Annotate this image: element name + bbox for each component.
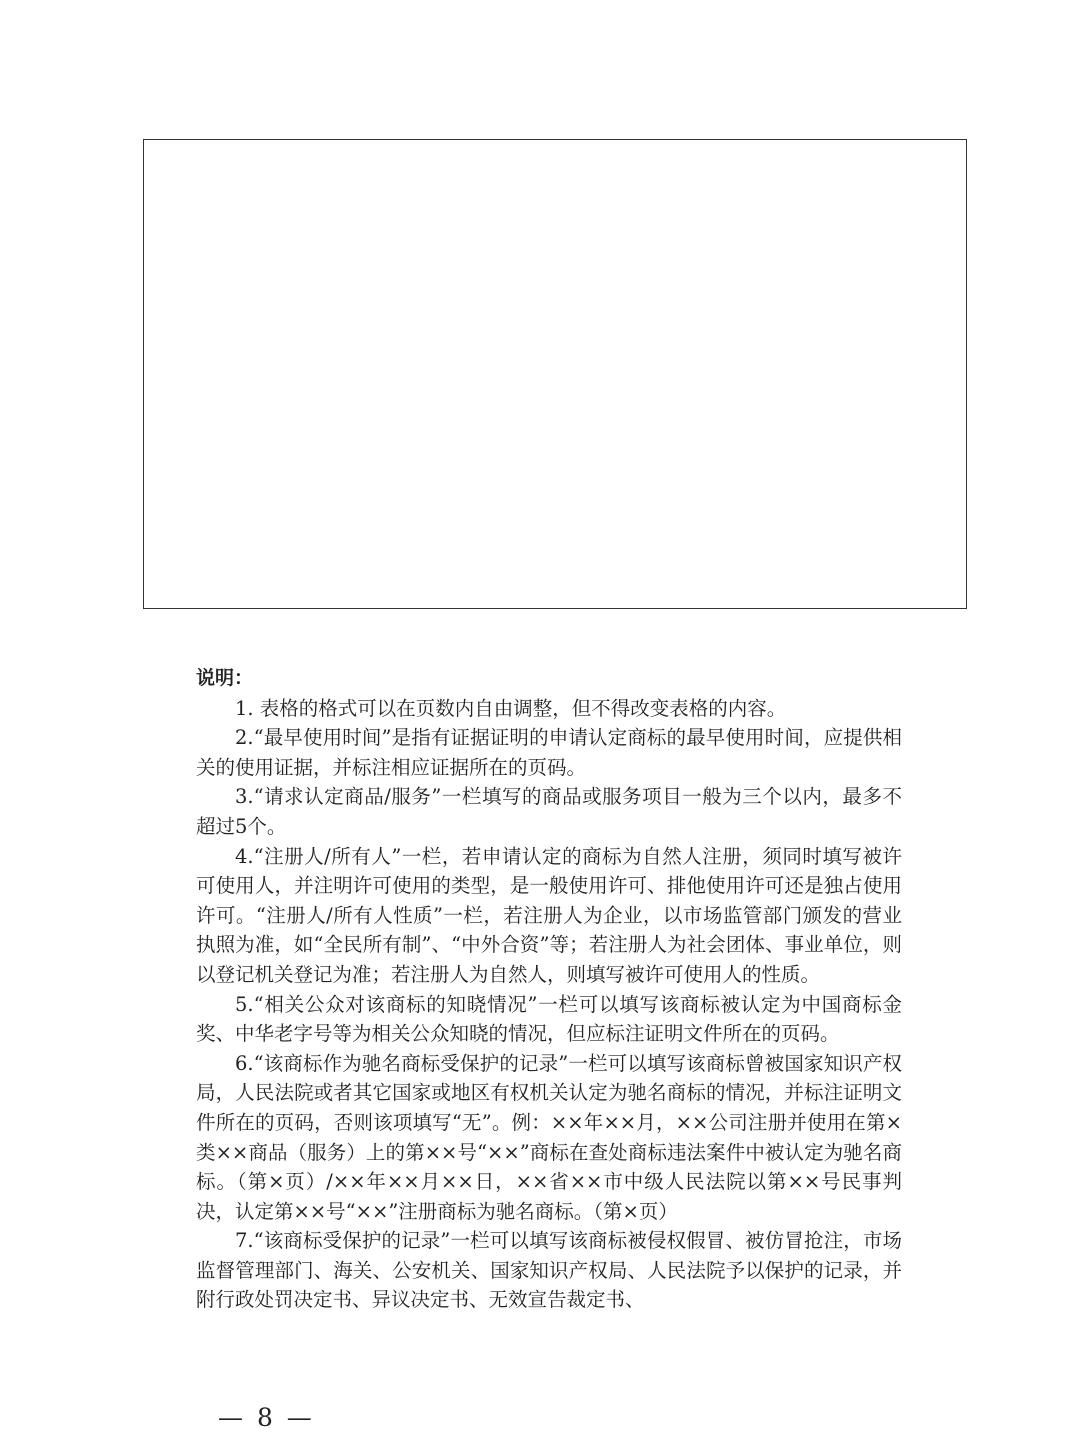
notes-title: 说明： [196, 667, 254, 689]
empty-table-box [143, 139, 967, 609]
note-item-7: 7.“该商标受保护的记录”一栏可以填写该商标被侵权假冒、被仿冒抢注，市场监督管理部门、海关、公安机关、国家知识产权局、人民法院予以保护的记录，并附行政处罚决定书、异议决定书、无效宣告裁定书、 [196, 1229, 902, 1312]
note-item-5: 5.“相关公众对该商标的知晓情况”一栏可以填写该商标被认定为中国商标金奖、中华老字号等为相关公众知晓的情况，但应标注证明文件所在的页码。 [196, 992, 902, 1046]
note-item-1: 1. 表格的格式可以在页数内自由调整，但不得改变表格的内容。 [235, 696, 787, 720]
note-item-4: 4.“注册人/所有人”一栏，若申请认定的商标为自然人注册，须同时填写被许可使用人，并注明许可使用的类型，是一般使用许可、排他使用许可还是独占使用许可。“注册人/所有人性质”一栏，若注册人为企业，以市场监管部门颁发的营业执照为准，如“全民所有制”、“中外合资”等；若注册人为社会团体、事业单位，则以登记机关登记为准；若注册人为自然人，则填写被许可使用人的性质。 [196, 844, 902, 986]
notes-section [196, 664, 902, 1315]
page-number: — 8 — [218, 1403, 315, 1432]
note-item-2: 2.“最早使用时间”是指有证据证明的申请认定商标的最早使用时间，应提供相关的使用证据，并标注相应证据所在的页码。 [196, 726, 902, 779]
note-item-3: 3.“请求认定商品/服务”一栏填写的商品或服务项目一般为三个以内，最多不超过5个。 [196, 785, 902, 838]
note-item-6: 6.“该商标作为驰名商标受保护的记录”一栏可以填写该商标曾被国家知识产权局，人民法院或者其它国家或地区有权机关认定为驰名商标的情况，并标注证明文件所在的页码，否则该项填写“无”。例：××年××月，××公司注册并使用在第×类××商品（服务）上的第××号“××”商标在查处商标违法案件中被认定为驰名商标。（第×页）/××年××月××日，××省××市中级人民法院以第××号民事判决，认定第××号“××”注册商标为驰名商标。（第×页） [196, 1051, 902, 1223]
